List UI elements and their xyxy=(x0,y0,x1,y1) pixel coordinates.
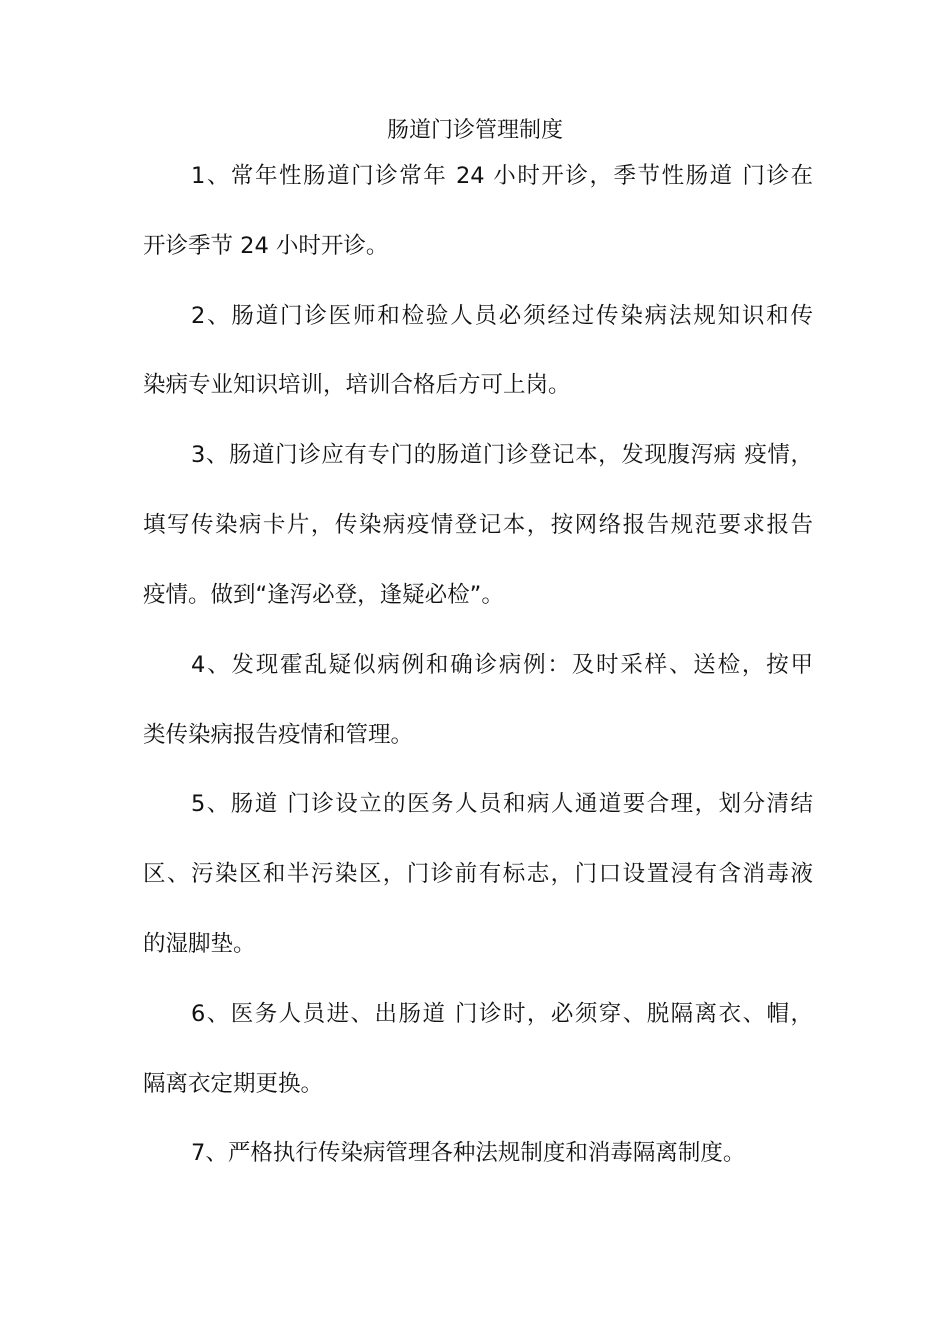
paragraph-2-line-2: 染病专业知识培训，培训合格后方可上岗。 xyxy=(143,372,571,398)
paragraph-5-line-2: 区、污染区和半污染区，门诊前有标志，门口设置浸有含消毒液 xyxy=(143,861,813,887)
paragraph-7-line-1: 7、严格执行传染病管理各种法规制度和消毒隔离制度。 xyxy=(191,1140,746,1166)
paragraph-3-line-1: 3、肠道门诊应有专门的肠道门诊登记本，发现腹泻病 疫情， xyxy=(191,442,813,468)
paragraph-1-line-2: 开诊季节 24 小时开诊。 xyxy=(143,233,389,259)
paragraph-3-line-3: 疫情。做到“逢泻必登，逢疑必检”。 xyxy=(143,582,504,608)
paragraph-2-line-1: 2、肠道门诊医师和检验人员必须经过传染病法规知识和传 xyxy=(191,303,813,329)
paragraph-6-line-1: 6、医务人员进、出肠道 门诊时，必须穿、脱隔离衣、帽， xyxy=(191,1001,813,1027)
page-title: 肠道门诊管理制度 xyxy=(386,118,563,143)
paragraph-6-line-2: 隔离衣定期更换。 xyxy=(143,1071,324,1097)
paragraph-3-line-2: 填写传染病卡片，传染病疫情登记本，按网络报告规范要求报告 xyxy=(143,512,813,538)
paragraph-5-line-1: 5、肠道 门诊设立的医务人员和病人通道要合理，划分清结 xyxy=(191,791,813,817)
paragraph-5-line-3: 的湿脚垫。 xyxy=(143,931,256,957)
paragraph-1-line-1: 1、常年性肠道门诊常年 24 小时开诊，季节性肠道 门诊在 xyxy=(191,163,813,189)
paragraph-4-line-1: 4、发现霍乱疑似病例和确诊病例：及时采样、送检，按甲 xyxy=(191,652,813,678)
paragraph-4-line-2: 类传染病报告疫情和管理。 xyxy=(143,722,414,748)
